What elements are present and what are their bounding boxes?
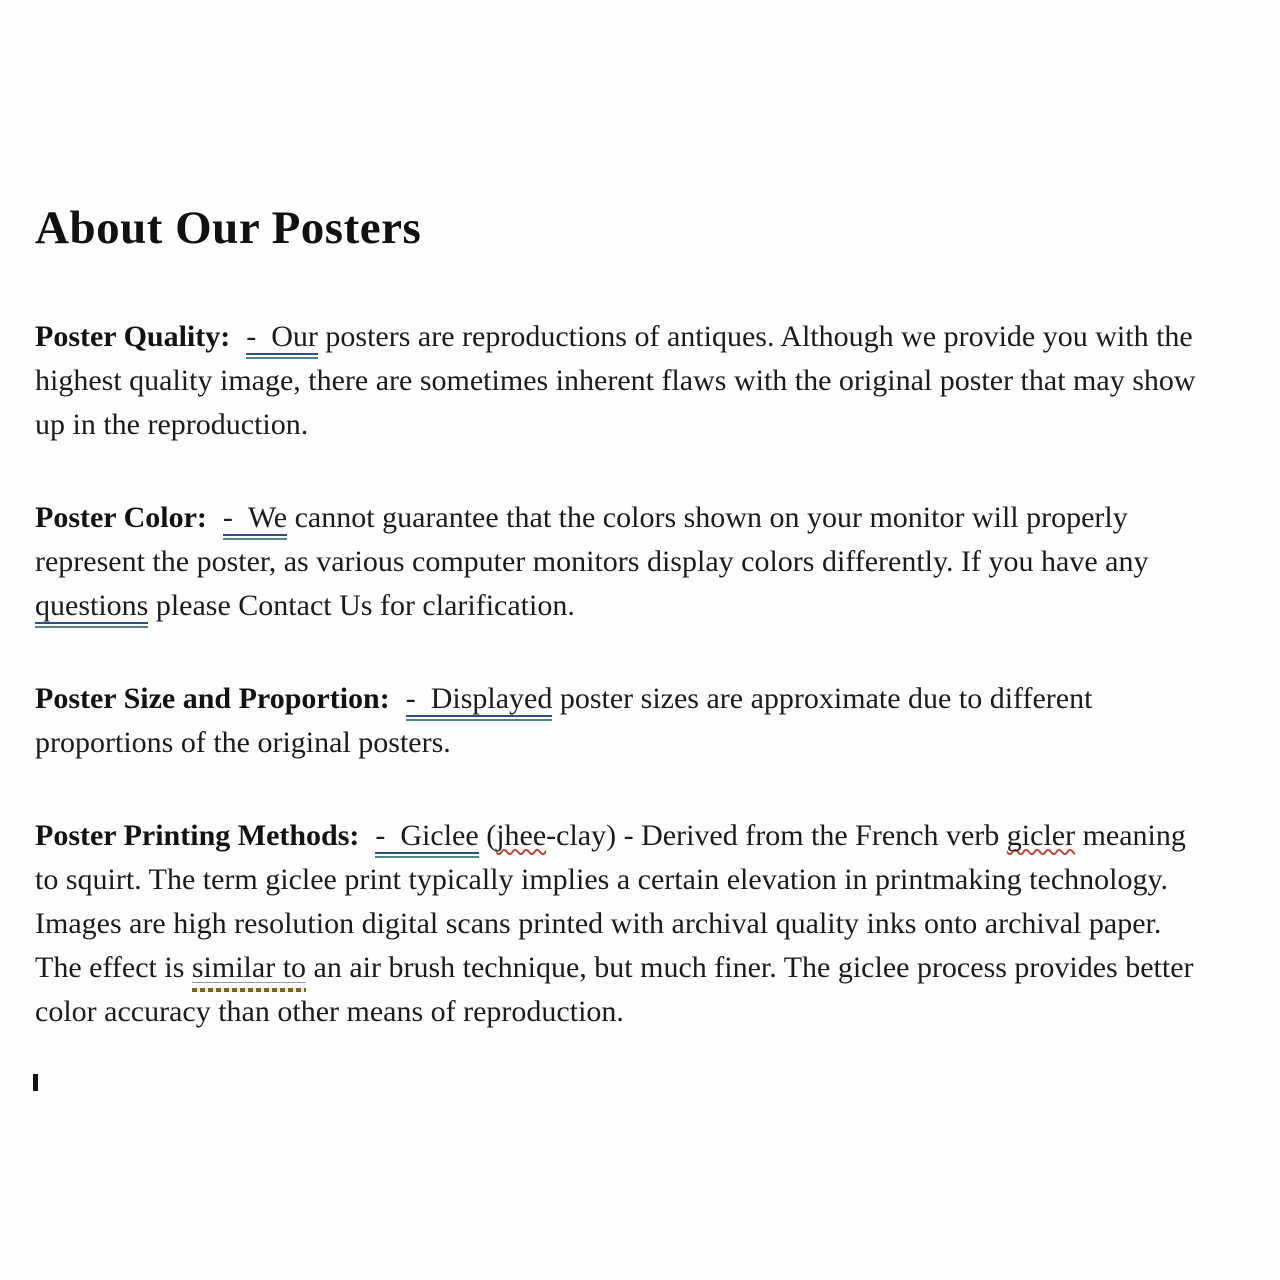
paragraph-poster-color (35, 496, 1209, 628)
poster-printing-text-3: meaning to squirt. The term giclee print typically implies a certain elevation in printmaking technology. Images are high resolution digital scans printed with archival quality inks onto archival paper. The effect is (35, 818, 1186, 984)
link-giclee[interactable]: - Giclee (375, 819, 478, 858)
misspelled-word-jhee: jhee (496, 818, 547, 852)
section-label-poster-size: Poster Size and Proportion: (35, 681, 390, 715)
paragraph-poster-quality (35, 315, 1209, 447)
section-label-poster-printing: Poster Printing Methods: (35, 818, 360, 852)
section-label-poster-quality: Poster Quality: (35, 319, 231, 353)
poster-printing-text-4: an air brush technique, but much finer. The giclee process provides better color accuracy than other means of reproduction. (35, 950, 1194, 1028)
link-displayed[interactable]: - Displayed (406, 682, 553, 721)
link-questions[interactable]: questions (35, 589, 148, 628)
poster-printing-text-1: ( (478, 818, 497, 852)
link-our[interactable]: - Our (246, 320, 318, 359)
misspelled-word-gicler: gicler (1006, 818, 1076, 852)
document-content (35, 203, 1209, 1034)
link-we[interactable]: - We (223, 501, 287, 540)
grammar-flagged-phrase: similar to (192, 951, 306, 992)
paragraph-poster-printing (35, 814, 1209, 1034)
poster-quality-text: posters are reproductions of antiques. Although we provide you with the highest quality image, there are sometimes inherent flaws with the original poster that may show up in the reproduction. (35, 319, 1196, 441)
paragraph-poster-size (35, 677, 1209, 765)
poster-printing-text-2: -clay) - Derived from the French verb (546, 818, 1007, 852)
poster-color-text-1: cannot guarantee that the colors shown on your monitor will properly represent the poster, as various computer monitors display colors differently. If you have any (35, 500, 1149, 578)
poster-color-text-2: please Contact Us for clarification. (148, 588, 575, 622)
text-cursor (33, 1074, 38, 1091)
poster-size-text: poster sizes are approximate due to different proportions of the original posters. (35, 681, 1093, 759)
section-label-poster-color: Poster Color: (35, 500, 207, 534)
page-title: About Our Posters (35, 202, 422, 254)
